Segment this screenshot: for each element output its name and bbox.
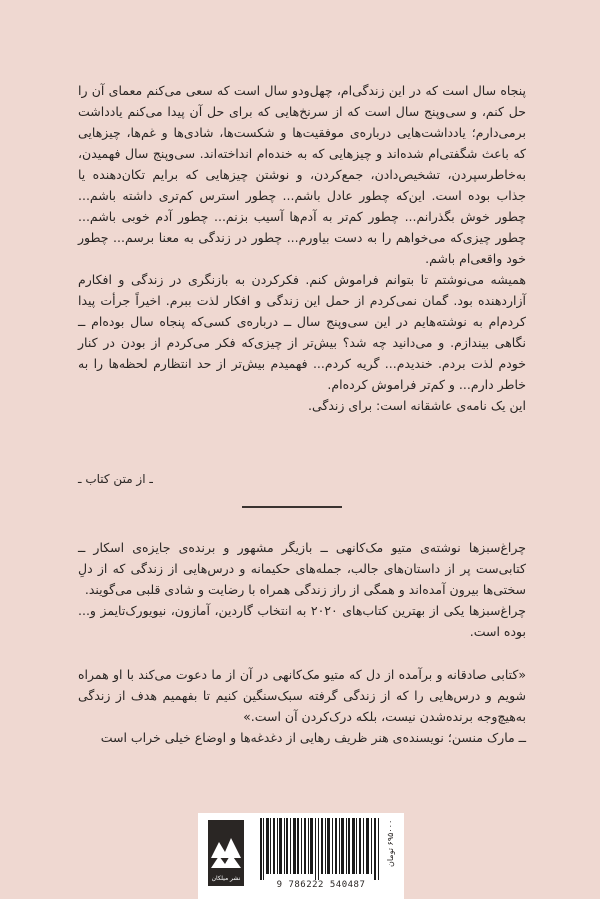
isbn-barcode-icon bbox=[258, 818, 384, 880]
description-paragraph-1: چراغ‌سبزها نوشته‌ی متیو مک‌کانهی ــ بازیگر مشهور و برنده‌ی جایزه‌ی اسکار ــ کتابی‌ست پر از داستان‌های جالب، جمله‌های حکیمانه و درس‌هایی از زندگی که از دلِ سختی‌ها بیرون آمده‌اند و همگی از راز زندگی همراه با رضایت و شادی قلبی می‌گویند. bbox=[78, 540, 526, 597]
price-label: ۶۹۵۰۰۰ تومان bbox=[386, 820, 395, 868]
description-paragraph-2: چراغ‌سبزها یکی از بهترین کتاب‌های ۲۰۲۰ به انتخاب گاردین، آمازون، نیویورک‌تایمز و... بوده است. bbox=[78, 603, 526, 639]
publisher-logo-icon bbox=[208, 820, 244, 886]
section-divider bbox=[242, 506, 342, 508]
review-attribution: ــ مارک منسن؛ نویسنده‌ی هنر ظریف رهایی از دغدغه‌ها و اوضاع خیلی خراب است bbox=[100, 730, 526, 745]
excerpt-paragraph-3: این یک نامه‌ی عاشقانه است: برای زندگی. bbox=[308, 398, 526, 413]
publisher-logo-text: نشر میلکان bbox=[211, 875, 241, 882]
excerpt-paragraph-2: همیشه می‌نوشتم تا بتوانم فراموش کنم. فکرکردن به بازنگری در زندگی و افکارم آزاردهنده بود. گمان نمی‌کردم از حمل این زندگی و افکار لذت ببرم. اخیراً جرأت پیدا کردم‌ام به نوشته‌هایم در این سی‌وپنج سال ــ درباره‌ی کسی‌که پنجاه سال بوده‌ام ــ نگاهی بیندازم. و می‌دانید چه شد؟ بیش‌تر از چیزی‌که فکر می‌کردم از بودن در کنار خودم لذت بردم. خندیدم... گریه کردم... فهمیدم بیش‌تر از حد انتظارم لحظه‌ها را به خاطر دارم... و کم‌تر فراموش کرده‌ام. bbox=[78, 272, 526, 392]
isbn-number: 9 786222 540487 bbox=[276, 880, 366, 890]
review-paragraph-1: «کتابی صادقانه و برآمده از دل که متیو مک‌کانهی در آن از ما دعوت می‌کند با او همراه شویم و درس‌هایی را که از زندگی گرفته سبک‌سنگین کنیم تا بفهمیم هدف از زندگی به‌هیچ‌وجه برنده‌شدن نیست، بلکه درک‌کردن آن است.» bbox=[78, 667, 526, 724]
excerpt-paragraph-1: پنجاه سال است که در این زندگی‌ام، چهل‌ودو سال است که سعی می‌کنم معمای آن را حل کنم، و سی‌وپنج سال است که از سرنخ‌هایی که برای حل آن پیدا می‌کنم یادداشت برمی‌دارم؛ یادداشت‌هایی درباره‌ی موفقیت‌ها و شکست‌ها، شادی‌ها و غم‌ها، چیزهایی که باعث شگفتی‌ام شده‌اند و چیزهایی که به خنده‌ام انداخته‌اند. سی‌وپنج سال فهمیدن، به‌خاطرسپردن، تشخیص‌دادن، جمع‌کردن، و نوشتن چیزهایی که برایم تکان‌دهنده یا جذاب بوده است. این‌که چطور عادل باشم... چطور استرس کم‌تری داشته باشم... چطور خوش بگذرانم... چطور کم‌تر به آدم‌ها آسیب بزنم... چطور آدم خوبی باشم... چطور چیزی‌که می‌خواهم را به دست بیاورم... چطور در زندگی به معنا برسم... چطور خود واقعی‌ام باشم. bbox=[78, 83, 526, 266]
excerpt-quote bbox=[78, 80, 526, 416]
review-quote bbox=[78, 664, 526, 748]
excerpt-attribution: ـ از متن کتاب ـ bbox=[78, 472, 153, 486]
book-description bbox=[78, 537, 526, 642]
